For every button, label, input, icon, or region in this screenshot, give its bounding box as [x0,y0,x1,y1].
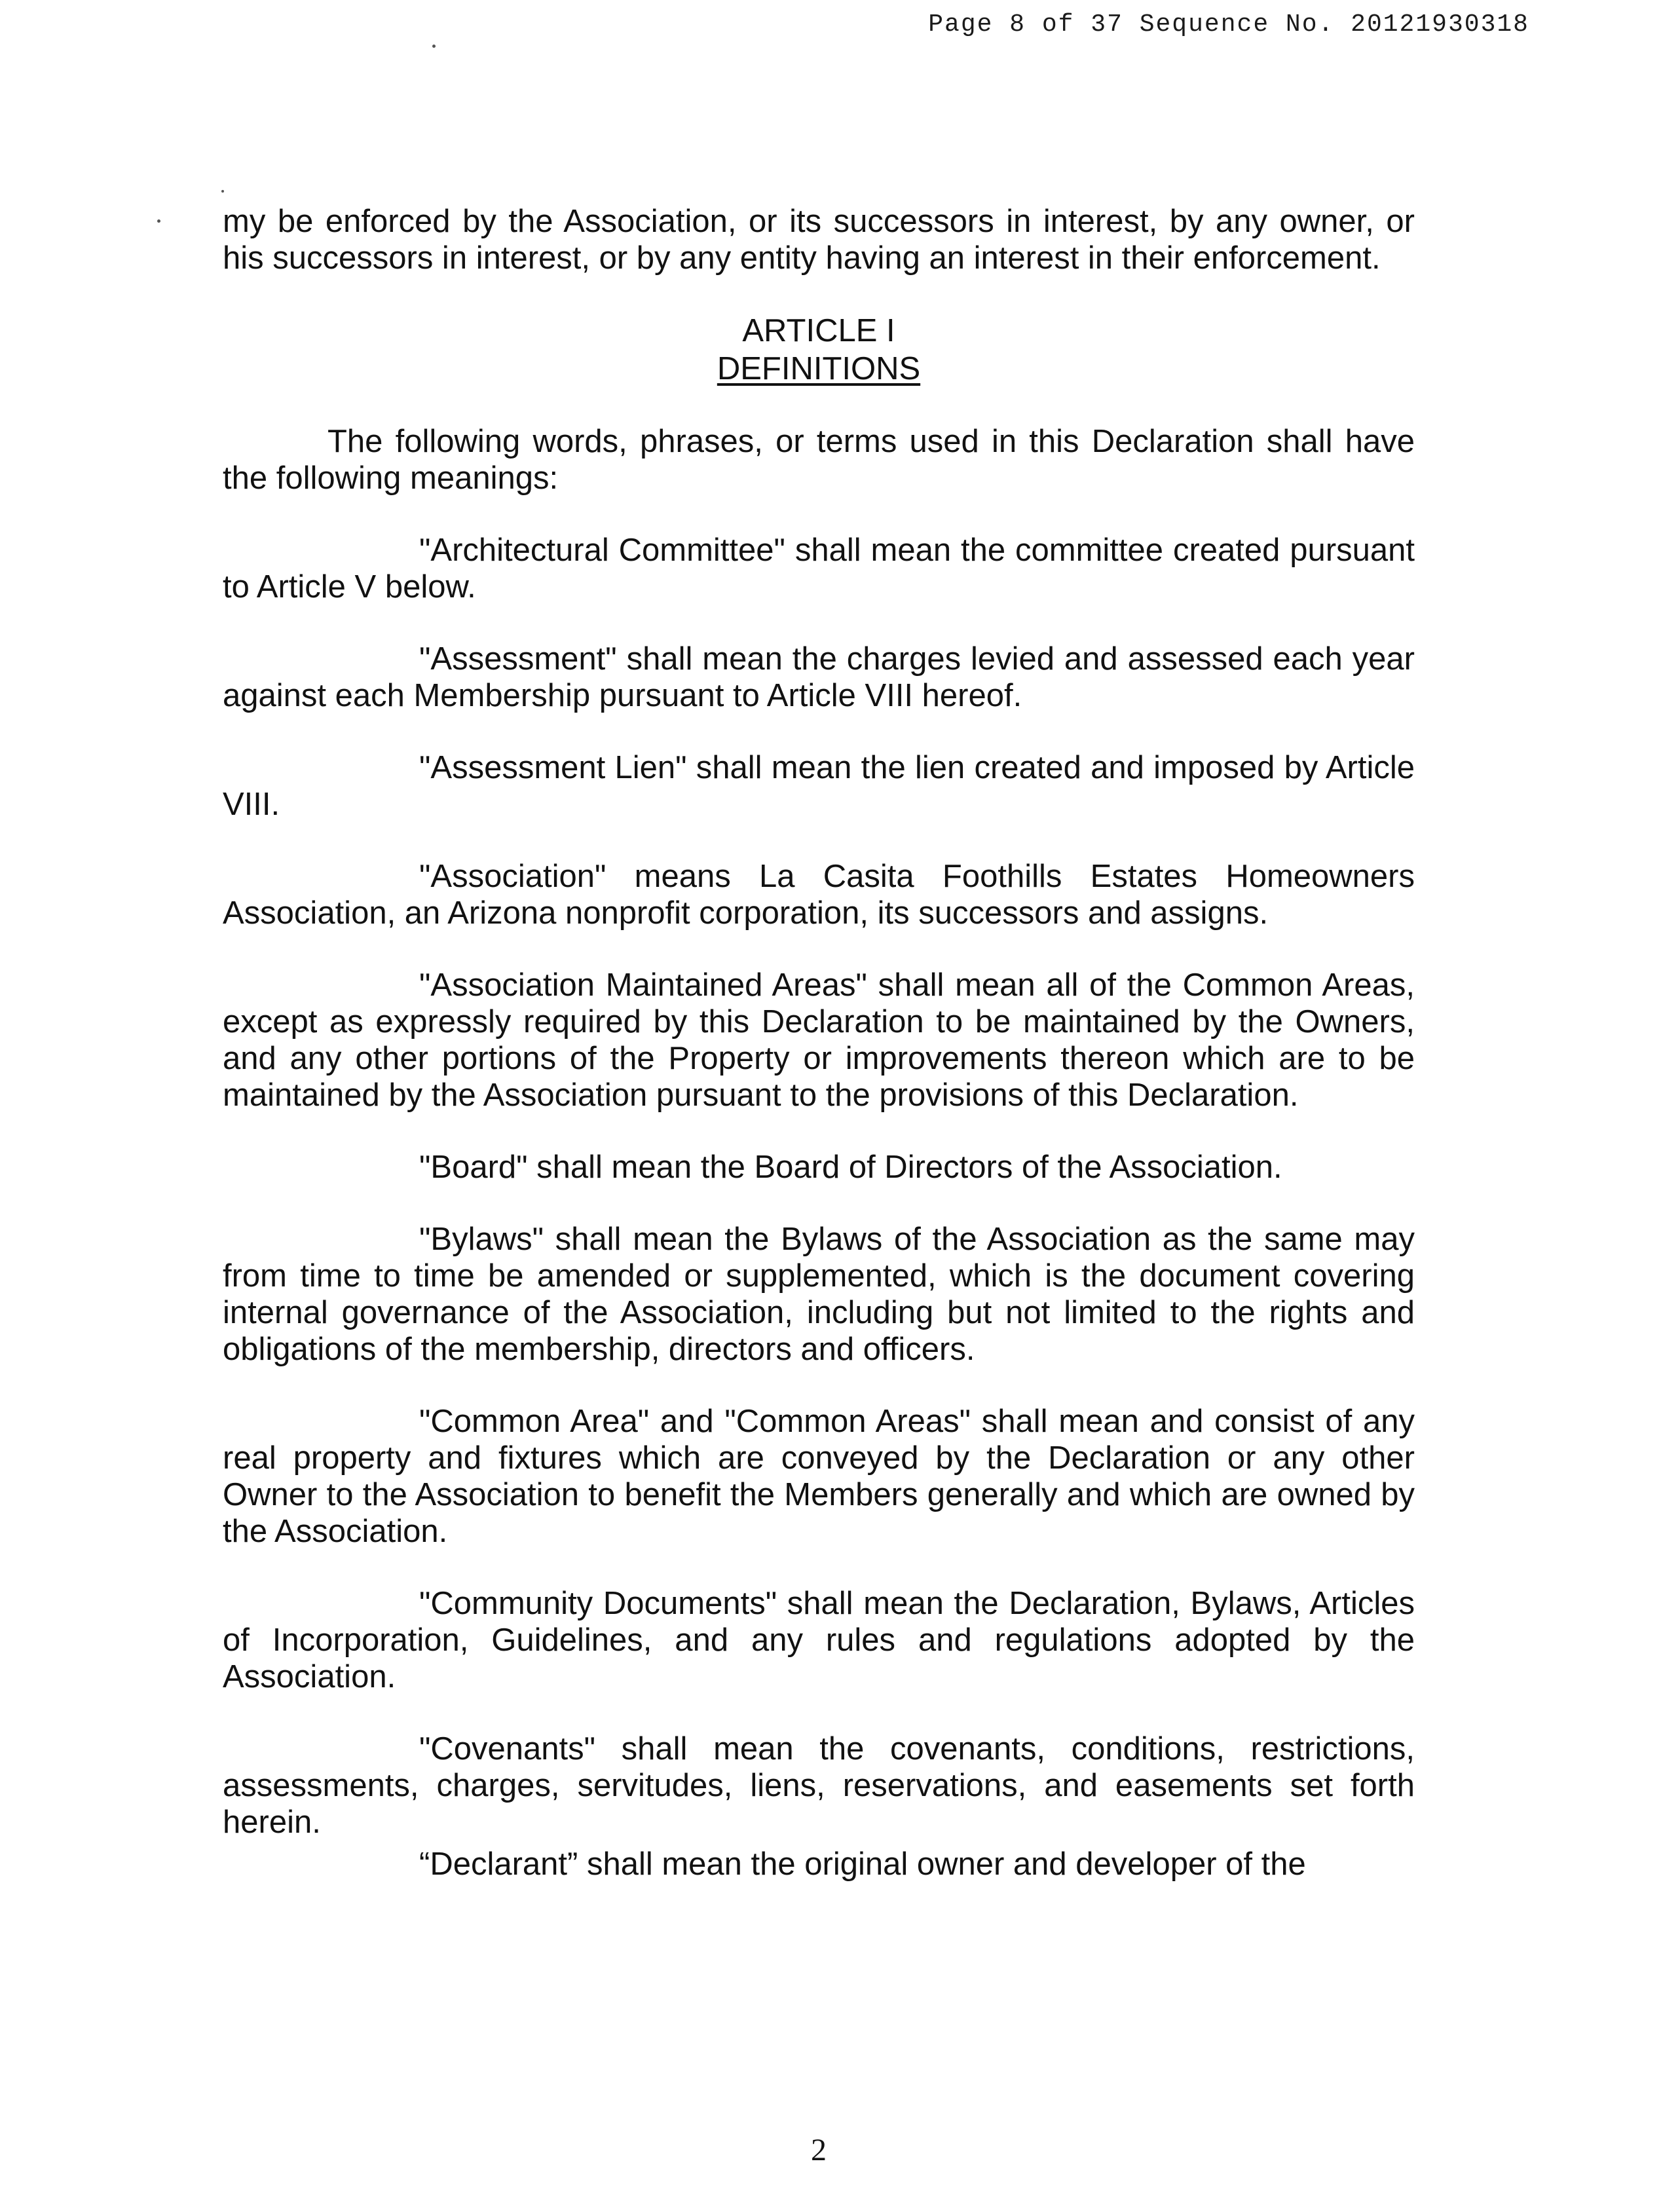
scan-speck [221,190,224,193]
page-header: Page 8 of 37 Sequence No. 20121930318 [928,10,1529,39]
definition-association-maintained-areas: "Association Maintained Areas" shall mean all of the Common Areas, except as expressly required by this Declaration to be maintained by the Owners, and any other portions of the Property or improvements thereon which are to be maintained by the Association pursuant to the provisions of this Declaration. [223,967,1415,1113]
definition-declarant: “Declarant” shall mean the original owner and developer of the [419,1846,1306,1882]
scan-speck [157,219,160,223]
scan-speck [432,45,436,48]
definition-bylaws: "Bylaws" shall mean the Bylaws of the Association as the same may from time to time be amended or supplemented, which is the document covering internal governance of the Association, including but not limited to the rights and obligations of the membership, directors and officers. [223,1222,1415,1367]
definition-architectural-committee: "Architectural Committee" shall mean the committee created pursuant to Article V below. [223,533,1415,605]
definition-common-area: "Common Area" and "Common Areas" shall mean and consist of any real property and fixtures which are conveyed by the Declaration or any other Owner to the Association to benefit the Members generally and which are owned by the Association. [223,1404,1415,1549]
document-body [223,203,1415,1918]
definition-community-documents: "Community Documents" shall mean the Declaration, Bylaws, Articles of Incorporation, Guidelines, and any rules and regulations adopted by the Association. [223,1586,1415,1695]
page-number: 2 [811,2133,827,2167]
article-title: ARTICLE I [742,313,895,348]
definition-board: "Board" shall mean the Board of Directors of the Association. [419,1150,1282,1185]
article-subtitle: DEFINITIONS [717,351,921,386]
article-heading [223,312,1415,388]
intro-paragraph: The following words, phrases, or terms used in this Declaration shall have the following meanings: [223,424,1415,496]
definition-association: "Association" means La Casita Foothills Estates Homeowners Association, an Arizona nonprofit corporation, its successors and assigns. [223,859,1415,931]
definition-assessment: "Assessment" shall mean the charges levied and assessed each year against each Membership pursuant to Article VIII hereof. [223,641,1415,713]
definition-assessment-lien: "Assessment Lien" shall mean the lien created and imposed by Article VIII. [223,750,1415,822]
definition-covenants: "Covenants" shall mean the covenants, conditions, restrictions, assessments, charges, servitudes, liens, reservations, and easements set forth herein. [223,1731,1415,1840]
opening-paragraph: my be enforced by the Association, or its successors in interest, by any owner, or his successors in interest, or by any entity having an interest in their enforcement. [223,204,1415,276]
